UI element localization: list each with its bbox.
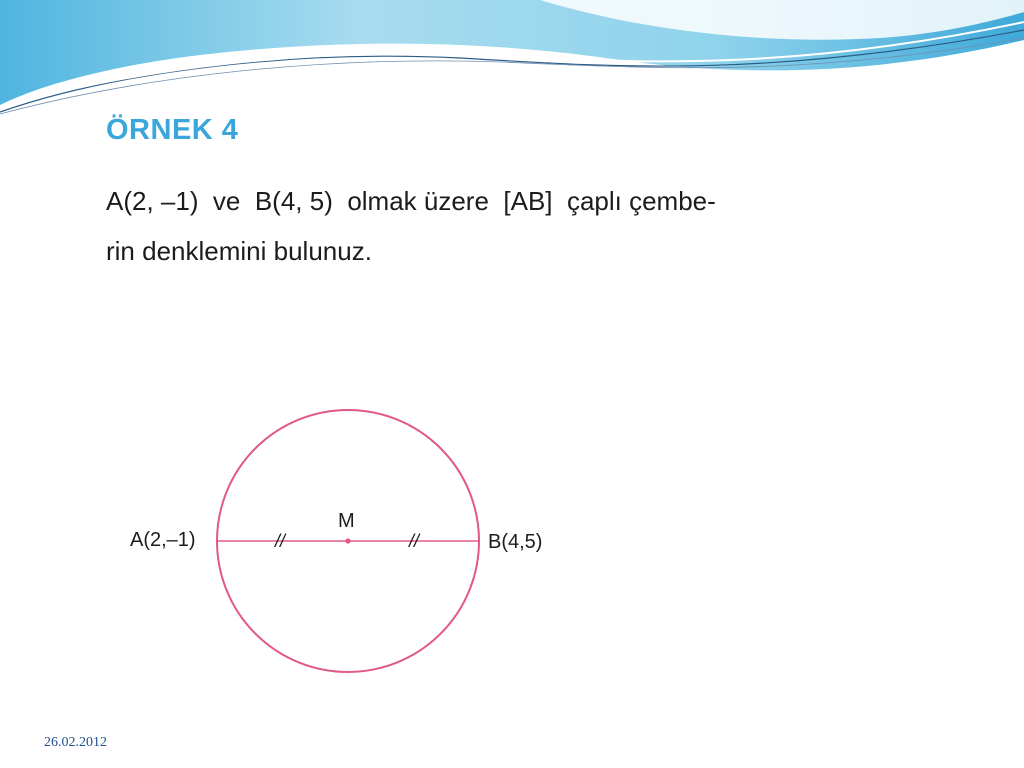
example-title: ÖRNEK 4 [106,114,239,146]
problem-statement [106,176,866,276]
slide-date: 26.02.2012 [44,735,107,750]
tick-mark-right: // [409,531,420,551]
point-a-label: A(2,–1) [130,529,196,551]
circle-figure [0,390,1024,690]
point-b-label: B(4,5) [488,531,543,553]
center-point-m [345,538,350,543]
center-m-label: M [338,510,355,532]
problem-line-1: A(2, –1) ve B(4, 5) olmak üzere [AB] çaplı çembe- [106,186,716,216]
problem-line-2: rin denklemini bulunuz. [106,236,372,266]
header-wave-decoration [0,0,1024,120]
tick-mark-left: // [275,531,286,551]
